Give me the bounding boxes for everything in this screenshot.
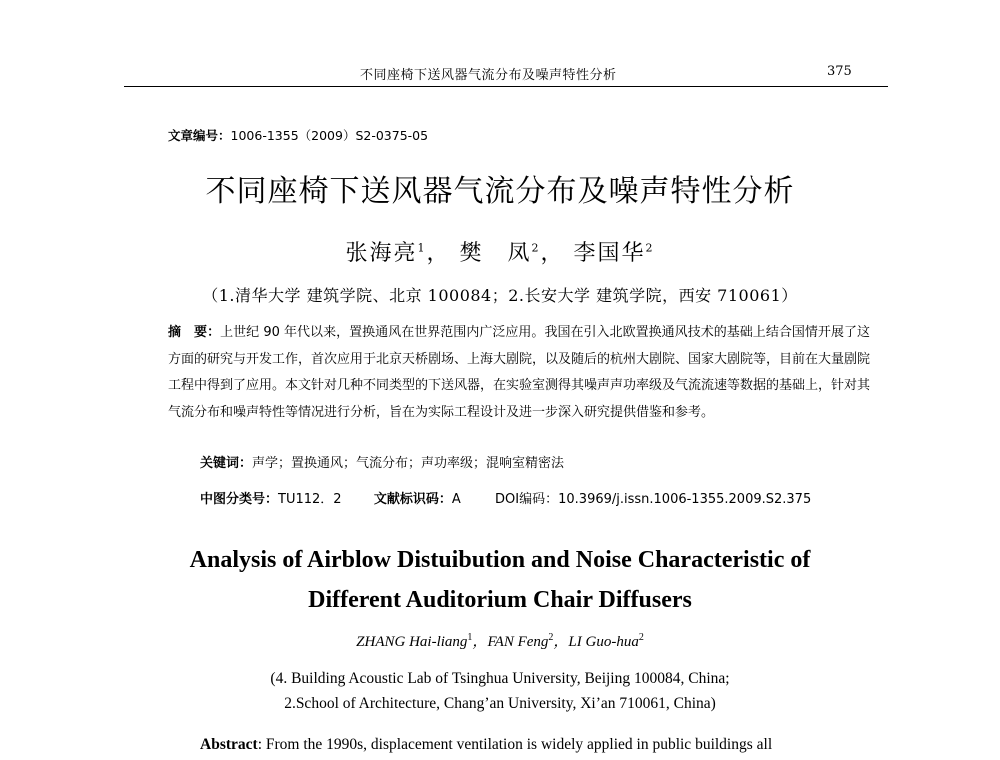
article-id-value: 1006-1355（2009）S2-0375-05	[230, 128, 429, 143]
chinese-affiliation: （1.清华大学 建筑学院、北京 100084；2.长安大学 建筑学院，西安 710061）	[202, 286, 798, 305]
author-name: 李国华	[573, 241, 646, 266]
chinese-title: 不同座椅下送风器气流分布及噪声特性分析	[205, 174, 795, 209]
author-sep: ，	[553, 634, 569, 650]
classification-row	[200, 488, 811, 507]
english-affiliation	[0, 666, 1000, 716]
doi-value: 10.3969/j.issn.1006-1355.2009.S2.375	[558, 492, 812, 507]
author-sup: 1	[417, 241, 427, 255]
author-sup: 2	[531, 241, 541, 255]
english-title-line: Analysis of Airblow Distuibution and Noise Characteristic of	[189, 547, 811, 573]
english-authors	[0, 630, 1000, 651]
author-sup: 2	[645, 241, 655, 255]
keywords-row	[200, 452, 564, 471]
author-name: 樊 凤	[459, 241, 532, 266]
page-number: 375	[827, 64, 852, 79]
affiliation-line: (4. Building Acoustic Lab of Tsinghua University, Beijing 100084, China;	[270, 670, 730, 687]
doc-code-value: A	[451, 492, 461, 507]
keywords-value: 声学；置换通风；气流分布；声功率级；混响室精密法	[252, 456, 565, 471]
header-divider	[124, 86, 888, 87]
author-name: 张海亮	[345, 241, 418, 266]
author-sup: 2	[638, 632, 644, 643]
author-name: FAN Feng	[487, 634, 549, 650]
affiliation-line: 2.School of Architecture, Chang’an University, Xi’an 710061, China)	[284, 695, 716, 712]
author-sep: ，	[472, 634, 488, 650]
chinese-authors	[0, 236, 1000, 267]
abstract-label: 摘 要：	[168, 325, 221, 340]
abstract-text: : From the 1990s, displacement ventilation is widely applied in public buildings all	[257, 736, 773, 753]
clc-label: 中图分类号：	[200, 492, 279, 507]
clc-value: TU112．2	[278, 492, 342, 507]
article-id	[168, 126, 428, 144]
abstract-text: 上世纪 90 年代以来，置换通风在世界范围内广泛应用。我国在引入北欧置换通风技术的基础上结合国情开展了这方面的研究与开发工作，首次应用于北京天桥剧场、上海大剧院，以及随后的杭州大剧院、国家大剧院等，目前在大量剧院工程中得到了应用。本文针对几种不同类型的下送风器，在实验室测得其噪声声功率级及气流流速等数据的基础上，针对其气流分布和噪声特性等情况进行分析，旨在为实际工程设计及进一步深入研究提供借鉴和参考。	[168, 325, 871, 420]
english-title-line: Different Auditorium Chair Diffusers	[308, 587, 692, 613]
author-name: ZHANG Hai-liang	[356, 634, 468, 650]
keywords-label: 关键词：	[200, 456, 253, 471]
abstract-label: Abstract	[200, 736, 258, 753]
article-id-label: 文章编号：	[168, 128, 231, 143]
english-abstract	[200, 736, 890, 754]
running-title: 不同座椅下送风器气流分布及噪声特性分析	[360, 68, 617, 83]
english-title	[0, 540, 1000, 620]
author-sep: ，	[426, 241, 451, 266]
author-sep: ，	[540, 241, 565, 266]
author-name: LI Guo-hua	[568, 634, 639, 650]
author-sup: 1	[467, 632, 473, 643]
doc-code-label: 文献标识码：	[373, 492, 452, 507]
author-sup: 2	[548, 632, 554, 643]
doi-label: DOI编码：	[495, 492, 559, 507]
chinese-abstract	[168, 320, 870, 426]
